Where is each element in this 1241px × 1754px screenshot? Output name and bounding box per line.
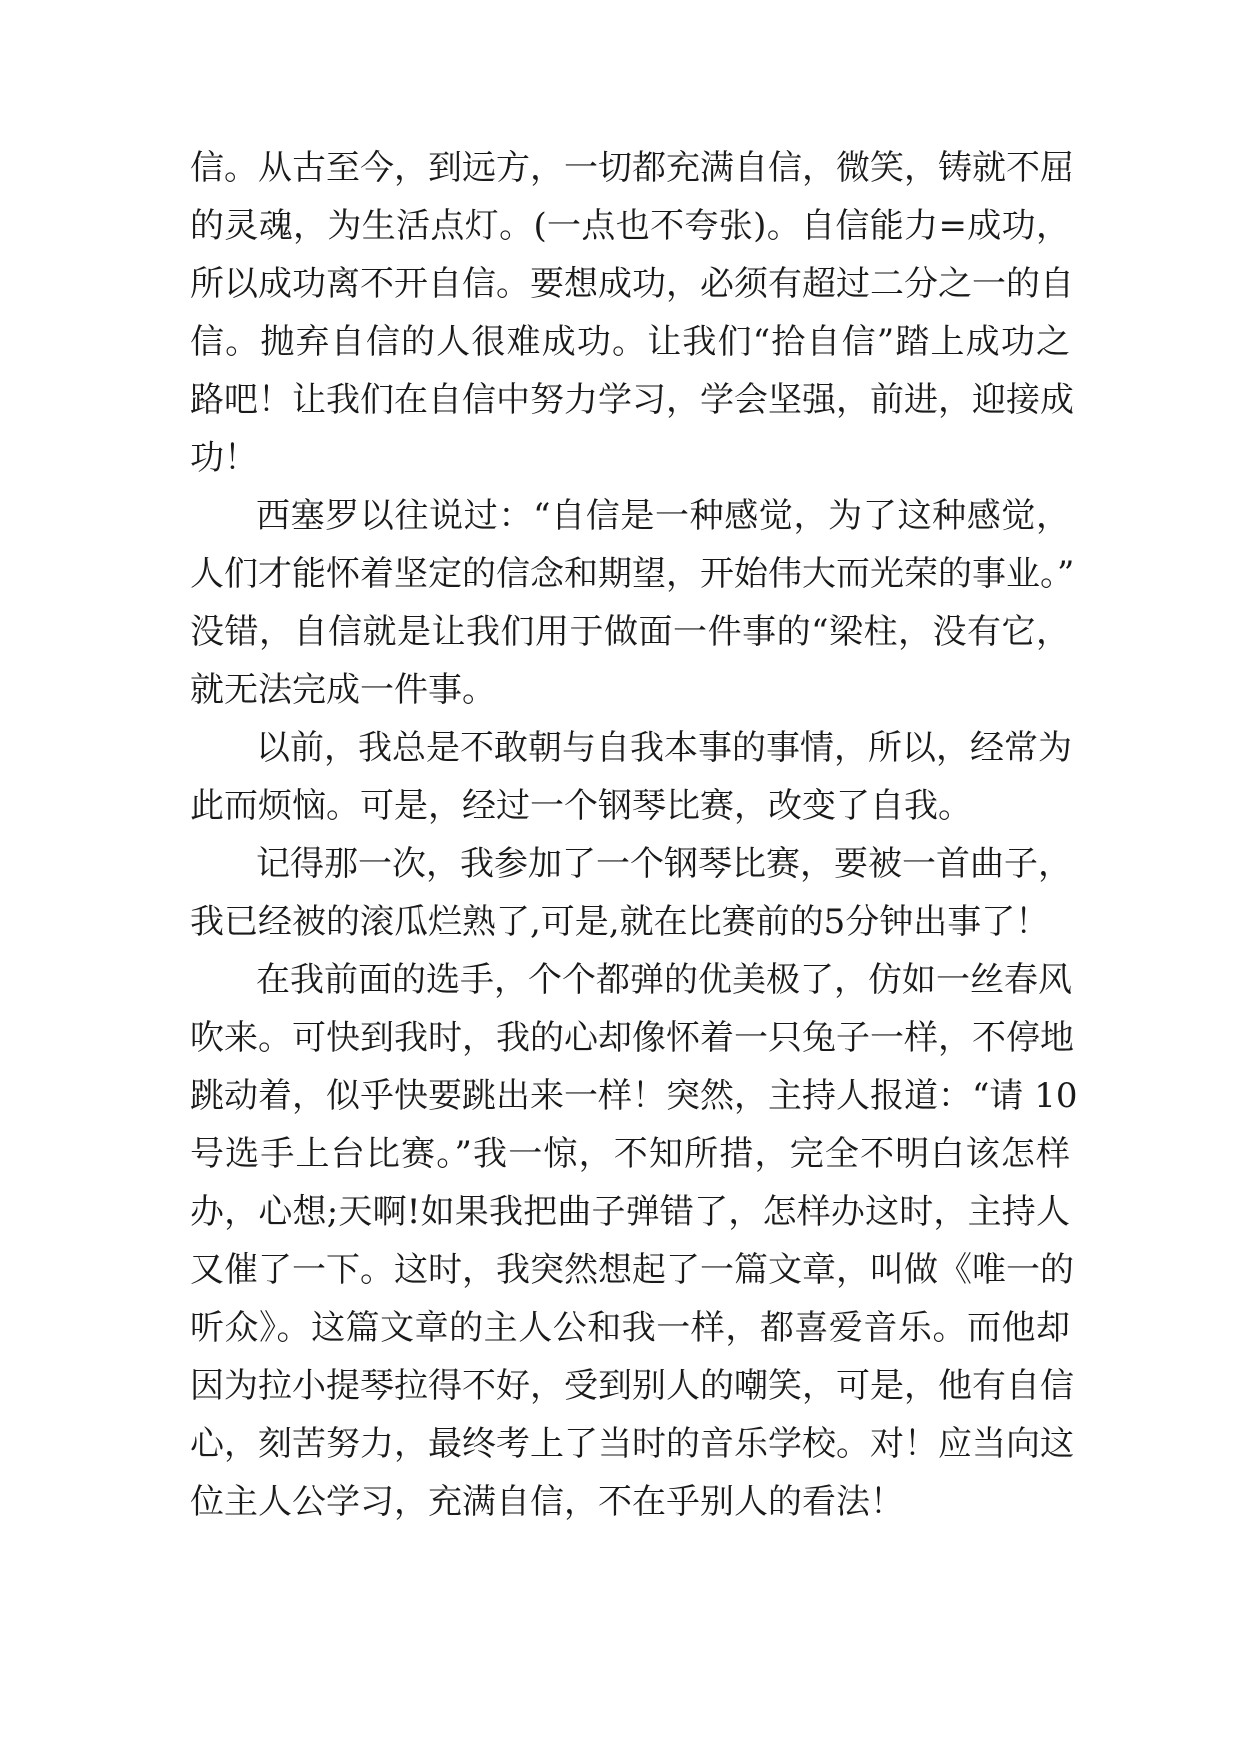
text-line: 的灵魂，为生活点灯。(一点也不夸张)。自信能力=成功， <box>190 206 1070 246</box>
text-line: 在我前面的选手，个个都弹的优美极了，仿如一丝春风 <box>256 960 1072 1000</box>
text-line: 听众》。这篇文章的主人公和我一样，都喜爱音乐。而他却 <box>190 1308 1070 1348</box>
text-line: 信。从古至今，到远方，一切都充满自信，微笑，铸就不屈 <box>190 148 1074 188</box>
text-line: 心，刻苦努力，最终考上了当时的音乐学校。对！应当向这 <box>190 1424 1074 1464</box>
text-line: 人们才能怀着坚定的信念和期望，开始伟大而光荣的事业。” <box>190 554 1075 594</box>
text-line: 功！ <box>190 438 258 478</box>
text-line: 办，心想;天啊!如果我把曲子弹错了，怎样办这时，主持人 <box>190 1192 1070 1232</box>
text-line: 路吧！让我们在自信中努力学习，学会坚强，前进，迎接成 <box>190 380 1074 420</box>
text-line: 位主人公学习，充满自信，不在乎别人的看法！ <box>190 1482 904 1522</box>
text-line: 信。抛弃自信的人很难成功。让我们“拾自信”踏上成功之 <box>190 322 1070 362</box>
text-line: 此而烦恼。可是，经过一个钢琴比赛，改变了自我。 <box>190 786 972 826</box>
text-line: 没错，自信就是让我们用于做面一件事的“梁柱，没有它， <box>190 612 1070 652</box>
text-line: 我已经被的滚瓜烂熟了,可是,就在比赛前的5分钟出事了！ <box>190 902 1050 942</box>
text-line: 西塞罗以往说过：“自信是一种感觉，为了这种感觉， <box>256 496 1070 536</box>
text-line: 号选手上台比赛。”我一惊，不知所措，完全不明白该怎样 <box>190 1134 1070 1174</box>
text-line: 吹来。可快到我时，我的心却像怀着一只兔子一样，不停地 <box>190 1018 1074 1058</box>
text-line: 所以成功离不开自信。要想成功，必须有超过二分之一的自 <box>190 264 1074 304</box>
text-line: 又催了一下。这时，我突然想起了一篇文章，叫做《唯一的 <box>190 1250 1074 1290</box>
text-line: 以前，我总是不敢朝与自我本事的事情，所以，经常为 <box>256 728 1072 768</box>
text-line: 记得那一次，我参加了一个钢琴比赛，要被一首曲子， <box>256 844 1072 884</box>
text-line: 跳动着，似乎快要跳出来一样！突然，主持人报道：“请 10 <box>190 1076 1078 1116</box>
text-line: 就无法完成一件事。 <box>190 670 496 710</box>
text-line: 因为拉小提琴拉得不好，受到别人的嘲笑，可是，他有自信 <box>190 1366 1074 1406</box>
